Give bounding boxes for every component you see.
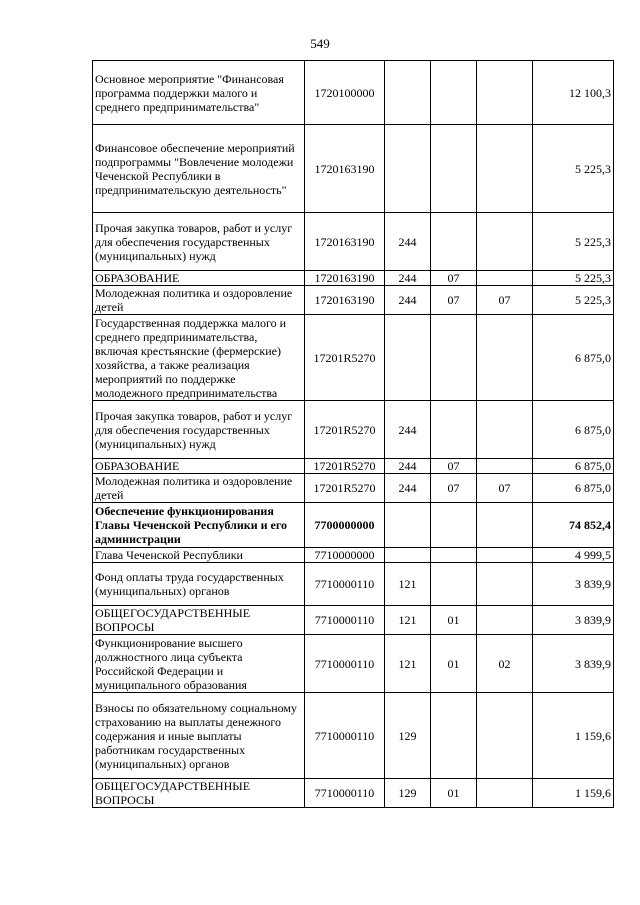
amount: 3 839,9 bbox=[533, 606, 614, 635]
row-name: ОБЩЕГОСУДАРСТВЕННЫЕ ВОПРОСЫ bbox=[93, 606, 305, 635]
amount: 1 159,6 bbox=[533, 693, 614, 779]
csr-code: 17201R5270 bbox=[305, 474, 385, 503]
section-code bbox=[431, 401, 477, 459]
csr-code: 17201R5270 bbox=[305, 401, 385, 459]
section-code bbox=[431, 563, 477, 606]
row-name: Прочая закупка товаров, работ и услуг для обеспечения государственных (муниципальных) нужд bbox=[93, 213, 305, 271]
table-row bbox=[93, 635, 614, 693]
subsection-code: 07 bbox=[477, 286, 533, 315]
subsection-code bbox=[477, 779, 533, 808]
subsection-code bbox=[477, 213, 533, 271]
amount: 3 839,9 bbox=[533, 563, 614, 606]
amount: 12 100,3 bbox=[533, 61, 614, 125]
table-row bbox=[93, 474, 614, 503]
page-number: 549 bbox=[310, 36, 330, 51]
amount: 5 225,3 bbox=[533, 271, 614, 286]
subsection-code bbox=[477, 315, 533, 401]
table-row bbox=[93, 459, 614, 474]
subsection-code: 02 bbox=[477, 635, 533, 693]
row-name: ОБЩЕГОСУДАРСТВЕННЫЕ ВОПРОСЫ bbox=[93, 779, 305, 808]
section-code bbox=[431, 503, 477, 548]
section-code bbox=[431, 693, 477, 779]
row-name: Фонд оплаты труда государственных (муниципальных) органов bbox=[93, 563, 305, 606]
expense-type: 244 bbox=[385, 459, 431, 474]
csr-code: 7710000110 bbox=[305, 563, 385, 606]
subsection-code bbox=[477, 61, 533, 125]
row-name: Обеспечение функционирования Главы Чеченской Республики и его администрации bbox=[93, 503, 305, 548]
section-code bbox=[431, 213, 477, 271]
section-code: 01 bbox=[431, 779, 477, 808]
subsection-code bbox=[477, 271, 533, 286]
csr-code: 17201R5270 bbox=[305, 315, 385, 401]
section-code bbox=[431, 61, 477, 125]
csr-code: 1720100000 bbox=[305, 61, 385, 125]
expense-type bbox=[385, 503, 431, 548]
expense-type: 121 bbox=[385, 635, 431, 693]
section-code: 01 bbox=[431, 635, 477, 693]
subsection-code: 07 bbox=[477, 474, 533, 503]
amount: 74 852,4 bbox=[533, 503, 614, 548]
amount: 1 159,6 bbox=[533, 779, 614, 808]
table-row bbox=[93, 315, 614, 401]
subsection-code bbox=[477, 503, 533, 548]
row-name: Взносы по обязательному социальному страхованию на выплаты денежного содержания и иные выплаты работникам государственных (муниципальных) органов bbox=[93, 693, 305, 779]
section-code bbox=[431, 548, 477, 563]
subsection-code bbox=[477, 125, 533, 213]
table-row bbox=[93, 125, 614, 213]
table-row bbox=[93, 401, 614, 459]
amount: 3 839,9 bbox=[533, 635, 614, 693]
expense-type: 121 bbox=[385, 563, 431, 606]
table-row bbox=[93, 271, 614, 286]
table-row bbox=[93, 503, 614, 548]
row-name: ОБРАЗОВАНИЕ bbox=[93, 459, 305, 474]
subsection-code bbox=[477, 563, 533, 606]
section-code bbox=[431, 315, 477, 401]
table-row bbox=[93, 779, 614, 808]
subsection-code bbox=[477, 606, 533, 635]
amount: 5 225,3 bbox=[533, 286, 614, 315]
expense-type bbox=[385, 125, 431, 213]
section-code bbox=[431, 125, 477, 213]
csr-code: 7710000110 bbox=[305, 779, 385, 808]
section-code: 07 bbox=[431, 459, 477, 474]
expense-type: 244 bbox=[385, 401, 431, 459]
row-name: ОБРАЗОВАНИЕ bbox=[93, 271, 305, 286]
table-row bbox=[93, 548, 614, 563]
subsection-code bbox=[477, 693, 533, 779]
amount: 5 225,3 bbox=[533, 125, 614, 213]
csr-code: 7710000000 bbox=[305, 548, 385, 563]
csr-code: 1720163190 bbox=[305, 271, 385, 286]
section-code: 07 bbox=[431, 271, 477, 286]
row-name: Финансовое обеспечение мероприятий подпрограммы "Вовлечение молодежи Чеченской Республики в предпринимательскую деятельность" bbox=[93, 125, 305, 213]
csr-code: 7710000110 bbox=[305, 693, 385, 779]
amount: 4 999,5 bbox=[533, 548, 614, 563]
table-row bbox=[93, 563, 614, 606]
expense-type bbox=[385, 315, 431, 401]
table-row bbox=[93, 213, 614, 271]
expense-type: 129 bbox=[385, 779, 431, 808]
amount: 6 875,0 bbox=[533, 474, 614, 503]
row-name: Молодежная политика и оздоровление детей bbox=[93, 286, 305, 315]
amount: 6 875,0 bbox=[533, 401, 614, 459]
table-row bbox=[93, 61, 614, 125]
expense-type: 129 bbox=[385, 693, 431, 779]
subsection-code bbox=[477, 548, 533, 563]
row-name: Основное мероприятие "Финансовая программа поддержки малого и среднего предпринимательства" bbox=[93, 61, 305, 125]
csr-code: 1720163190 bbox=[305, 125, 385, 213]
section-code: 07 bbox=[431, 474, 477, 503]
csr-code: 7700000000 bbox=[305, 503, 385, 548]
csr-code: 7710000110 bbox=[305, 635, 385, 693]
row-name: Прочая закупка товаров, работ и услуг для обеспечения государственных (муниципальных) нужд bbox=[93, 401, 305, 459]
expense-type bbox=[385, 548, 431, 563]
expense-type: 244 bbox=[385, 286, 431, 315]
budget-table bbox=[92, 60, 614, 808]
section-code: 01 bbox=[431, 606, 477, 635]
amount: 6 875,0 bbox=[533, 315, 614, 401]
table-row bbox=[93, 606, 614, 635]
amount: 5 225,3 bbox=[533, 213, 614, 271]
expense-type: 244 bbox=[385, 271, 431, 286]
subsection-code bbox=[477, 401, 533, 459]
csr-code: 7710000110 bbox=[305, 606, 385, 635]
csr-code: 1720163190 bbox=[305, 213, 385, 271]
csr-code: 1720163190 bbox=[305, 286, 385, 315]
csr-code: 17201R5270 bbox=[305, 459, 385, 474]
subsection-code bbox=[477, 459, 533, 474]
table-row bbox=[93, 693, 614, 779]
table-row bbox=[93, 286, 614, 315]
expense-type: 244 bbox=[385, 474, 431, 503]
expense-type bbox=[385, 61, 431, 125]
section-code: 07 bbox=[431, 286, 477, 315]
expense-type: 121 bbox=[385, 606, 431, 635]
row-name: Государственная поддержка малого и среднего предпринимательства, включая крестьянские (фермерские) хозяйства, а также реализация мероприятий по поддержке молодежного предпринимательства bbox=[93, 315, 305, 401]
row-name: Глава Чеченской Республики bbox=[93, 548, 305, 563]
row-name: Молодежная политика и оздоровление детей bbox=[93, 474, 305, 503]
row-name: Функционирование высшего должностного лица субъекта Российской Федерации и муниципального образования bbox=[93, 635, 305, 693]
expense-type: 244 bbox=[385, 213, 431, 271]
amount: 6 875,0 bbox=[533, 459, 614, 474]
